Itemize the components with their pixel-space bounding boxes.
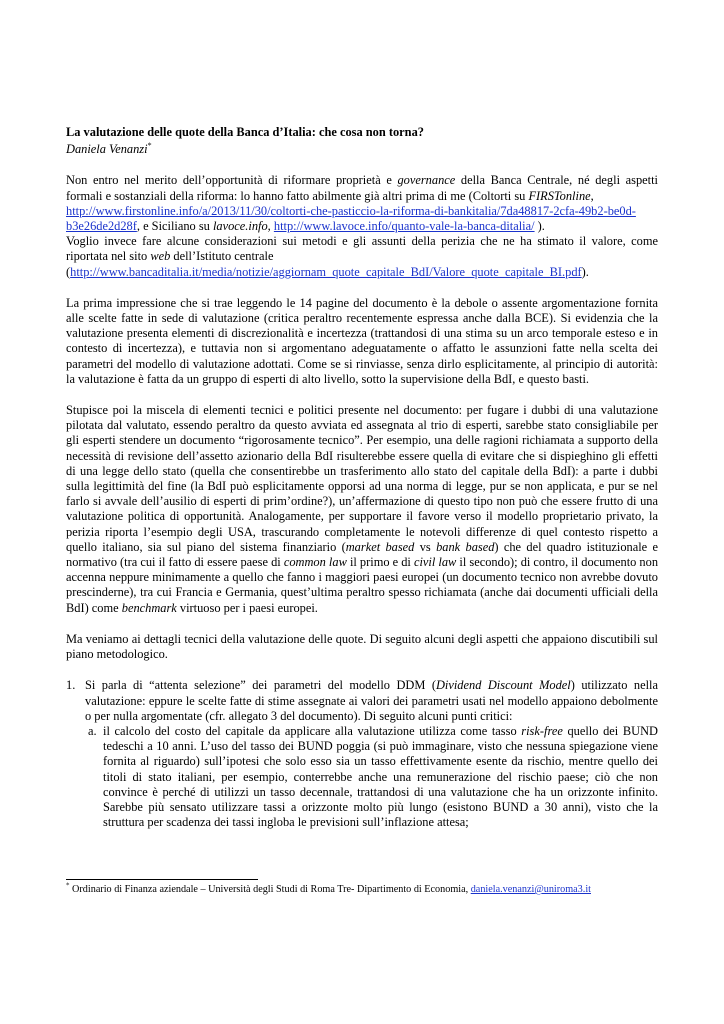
emphasis: common law <box>283 555 347 570</box>
text: della Banca Centrale, né degli aspetti formali e sostanziali della riforma: lo hanno fatto abilmente già altri prima di me (Coltorti su <box>66 173 658 203</box>
author-name: Daniela Venanzi <box>66 142 148 157</box>
footnote-mark: * <box>66 881 70 890</box>
footnote-marker[interactable]: * <box>147 141 152 151</box>
email-link[interactable]: daniela.venanzi@uniroma3.it <box>470 884 591 895</box>
footnote-text: Ordinario di Finanza aziendale – Università degli Studi di Roma Tre- Dipartimento di Economia, <box>69 884 471 895</box>
text: vs <box>414 539 437 554</box>
paragraph-technical-details: Ma veniamo ai dettagli tecnici della valutazione delle quote. Di seguito alcuni degli aspetti che appaiono discutibili sul piano metodologico. <box>66 631 658 662</box>
emphasis: FIRSTonline <box>528 188 591 203</box>
link-bancaditalia[interactable]: http://www.bancaditalia.it/media/notizie/aggiornam_quote_capitale_BdI/Valore_quote_capitale_BI.pdf <box>70 264 582 279</box>
list-letter: a. <box>88 723 97 738</box>
spacer <box>66 280 658 296</box>
link-lavoce[interactable]: http://www.lavoce.info/quanto-vale-la-banca-ditalia/ <box>273 219 535 234</box>
text: ) utilizzato nella valutazione: eppure le scelte fatte di stime assegnate ai valori dei parametri usati nel modello appaiono debolmente o per nulla argomentate (cfr. allegato 3 del documento). Di seguito alcuni punti critici: <box>85 678 658 723</box>
emphasis: web <box>150 249 171 264</box>
spacer <box>66 387 658 403</box>
text: Non entro nel merito dell’opportunità di riformare proprietà e <box>66 173 398 188</box>
text: virtuoso per i paesi europei. <box>176 600 318 615</box>
text: il secondo); di contro, il documento non accenna neppure minimamente a quello che fanno i maggiori paesi europei (un documento tecnico non avrebbe dovuto prescinderne), tra cui Francia e Germania, quest’ultima peraltro spesso richiamata (anche dai documenti ufficiali della BdI) come <box>66 555 659 615</box>
text: il calcolo del costo del capitale da applicare alla valutazione utilizza come tasso <box>103 723 522 738</box>
spacer <box>66 616 658 632</box>
emphasis: market based <box>345 539 415 554</box>
emphasis: risk-free <box>521 723 563 738</box>
spacer <box>66 662 658 678</box>
paragraph-technical-political <box>66 403 658 616</box>
paragraph-first-impression: La prima impressione che si trae leggendo le 14 pagine del documento è la debole o assente argomentazione fornita alle scelte fatte in sede di valutazione (critica peraltro recentemente espressa anche dalla BCE). Si evidenzia che la valutazione presenta elementi di discrezionalità e incertezza (trattandosi di una stima su un arco temporale esteso e in contesto di incertezza), e tuttavia non si argomentano adeguatamente o affatto le assunzioni fatte nella scelta dei parametri del modello di valutazione adottati. Come se si rinviasse, senza dirlo esplicitamente, al principio di autorità: la valutazione è fatta da un gruppo di esperti di alto livello, sotto la supervisione della BdI, e questo basti. <box>66 295 658 386</box>
footnote-separator <box>66 879 258 880</box>
list-number: 1. <box>66 678 76 693</box>
list-item <box>66 678 658 724</box>
list-subitem <box>66 724 658 830</box>
text: quello dei BUND tedeschi a 10 anni. L’uso del tasso dei BUND poggia (si può immaginare, visto che nessuna spiegazione viene fornita al riguardo) sull’ipotesi che solo esso sia un tasso effettivamente esente da rischio, mentre quello dei titoli di stato italiani, per esempio, conterrebbe anche una remunerazione del rischio paese; ciò che non convince è perché di utilizzi un tasso decennale, trattandosi di una valutazione che ha un orizzonte infinito. Sarebbe più sensato utilizzare tassi a orizzonte molto più lungo (esistono BUND a 30 anni), visto che la struttura per scadenza dei tassi ingloba le previsioni sull’inflazione attesa; <box>103 723 658 830</box>
footnote <box>66 881 666 896</box>
paragraph-intro <box>66 173 658 279</box>
text: ). <box>534 219 545 234</box>
text: ). <box>581 264 589 279</box>
document-body <box>66 125 658 830</box>
text: Voglio invece fare alcune considerazioni sui metodi e gli assunti della perizia che ne ha stimato il valore, come riportata nel sito <box>66 234 658 264</box>
spacer <box>66 157 658 173</box>
link-firstonline[interactable]: http://www.firstonline.info/a/2013/11/30/coltorti-che-pasticcio-la-riforma-di-bankitalia/7da48817-2cfa-49b2-be0d-b3e26de2d28f <box>66 203 636 234</box>
text: ) che del quadro istituzionale e normativo (tra cui il fatto di essere paese di <box>66 539 658 570</box>
text: , <box>590 188 594 203</box>
text: il primo e di <box>346 555 414 570</box>
emphasis: lavoce.info, <box>212 219 271 234</box>
emphasis: governance <box>397 173 456 188</box>
text: , e Siciliano su <box>136 219 213 234</box>
emphasis: bank based <box>436 539 495 554</box>
text: ( <box>66 264 71 279</box>
emphasis: benchmark <box>121 600 177 615</box>
emphasis: Dividend Discount Model <box>435 678 571 693</box>
document-title: La valutazione delle quote della Banca d’Italia: che cosa non torna? <box>66 125 424 139</box>
emphasis: civil law <box>413 555 457 570</box>
text: Si parla di “attenta selezione” dei parametri del modello DDM ( <box>85 678 436 693</box>
author-line <box>66 142 658 157</box>
text: Stupisce poi la miscela di elementi tecnici e politici presente nel documento: per fugare i dubbi di una valutazione pilotata dal valutato, essendo peraltro da questo avviata ed assegnata al trio di esperti, sarebbe stato consigliabile per gli esperti stendere un documento “rigorosamente tecnico”. Per esempio, una delle ragioni richiamata a supporto della necessità di revisione dell’assetto azionario della BdI risulterebbe essere quella di evitare che si dispieghino gli effetti di una legge dello stato (quella che consentirebbe un trasferimento allo stato del capitale della BdI): a parte i dubbi sulla legittimità del fine (la BdI può esplicitamente opporsi ad una norma di legge, pur se non applicata, e pur se nel farlo si avvale dell’ausilio di esperti di prim’ordine?), un’affermazione di questo tipo non può che essere frutto di una valutazione politica di opportunità. Analogamente, per supportare il favore verso il modello proprietario privato, la perizia riporta l’esempio degli USA, trascurando completamente le notevoli differenze di quel contesto rispetto a quello italiano, sia sul piano del sistema finanziario ( <box>66 403 658 554</box>
text: dell’Istituto centrale <box>170 249 274 264</box>
